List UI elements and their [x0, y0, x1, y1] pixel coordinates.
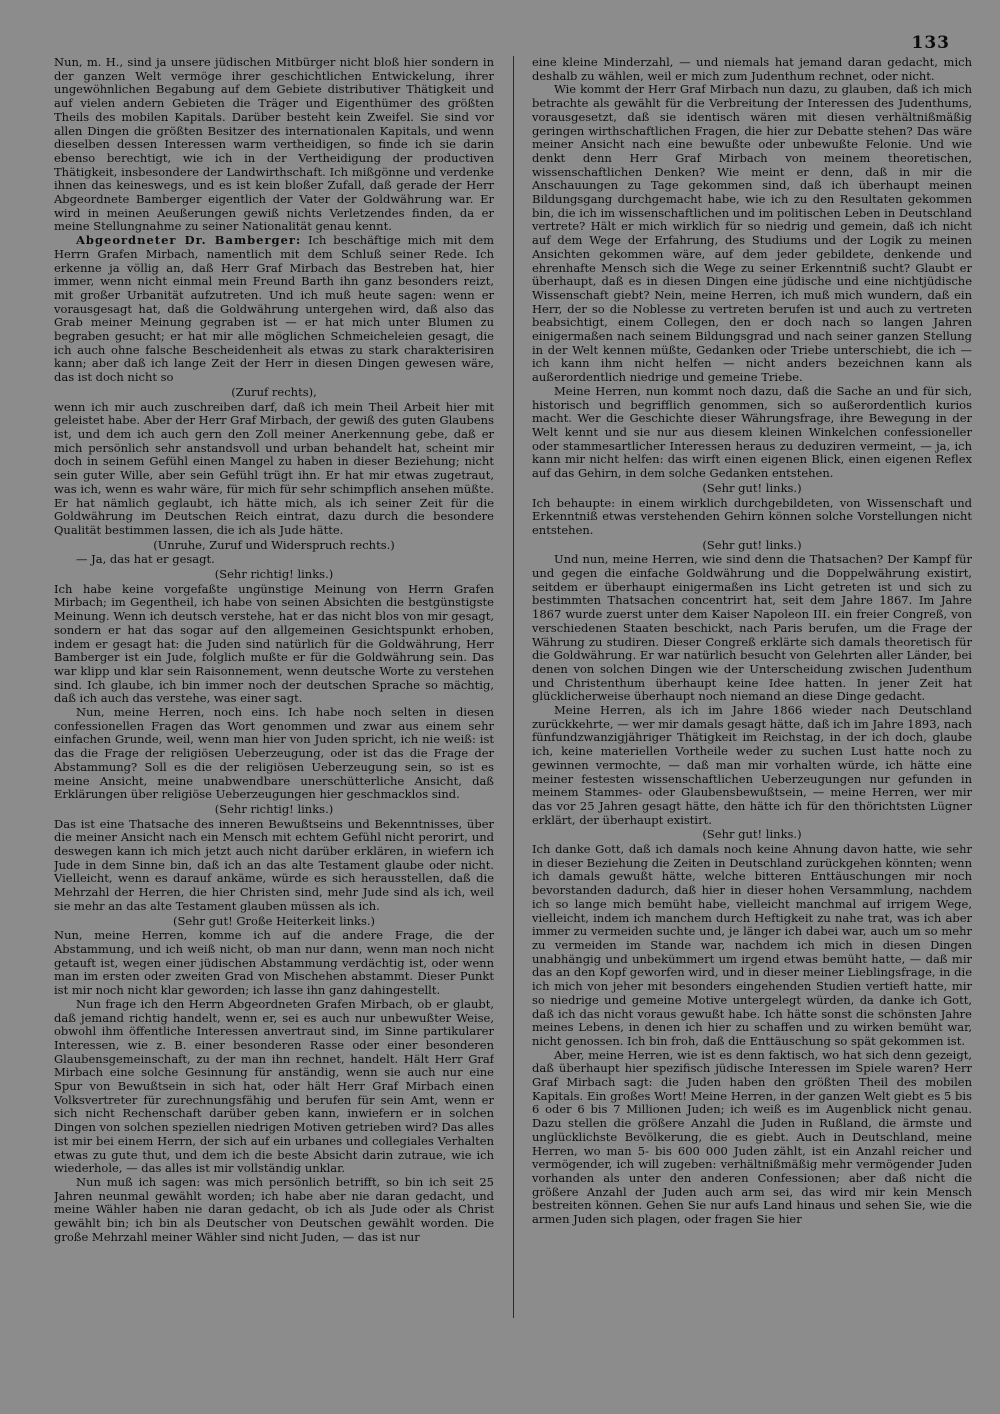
paragraph-text: Nun, m. H., sind ja unsere jüdischen Mitbürger nicht bloß hier sondern in der ganzen Welt vermöge ihrer geschichtlichen Entwickelung, ihrer ungewöhnlichen Begabung auf dem Gebiete distributiver Thätigkeit und auf vielen andern Gebieten die Träger und Eigenthümer des größten Theils des mobilen Kapitals. Darüber besteht kein Zweifel. Sie sind vor allen Dingen die größten Besitzer des internationalen Kapitals, und wenn dieselben dessen Interessen warm vertheidigen, so finde ich sie darin ebenso berechtigt, wie ich in der Vertheidigung der productiven Thätigkeit, insbesondere der Landwirthschaft. Ich mißgönne und verdenke ihnen das keineswegs, und es ist kein bloßer Zufall, daß gerade der Herr Abgeordnete Bamberger eigentlich der Vater der Goldwährung war. Er wird in meinen Aeußerungen gewiß nichts Verletzendes finden, da er meine Stellungnahme zu seiner Nationalität genau kennt.	[54, 56, 494, 234]
paragraph	[54, 929, 494, 998]
paragraph	[532, 704, 972, 827]
interjection	[54, 803, 494, 817]
interjection	[532, 828, 972, 842]
paragraph-text: Ich habe keine vorgefaßte ungünstige Meinung von Herrn Grafen Mirbach; im Gegentheil, ich habe von seinen Absichten die bestgünstigste Meinung. Wenn ich deutsch verstehe, hat er das nicht blos von mir gesagt, sondern er hat das sogar auf den allgemeinen Gesichtspunkt erhoben, indem er gesagt hat: die Juden sind natürlich für die Goldwährung, Herr Bamberger ist ein Jude, folglich mußte er für die Goldwährung sein. Das war klipp und klar sein Raisonnement, wenn deutsche Worte zu verstehen sind. Ich glaube, ich bin immer noch der deutschen Sprache so mächtig, daß ich auch das verstehe, was einer sagt.	[54, 581, 494, 706]
interjection	[54, 539, 494, 553]
paragraph-text: Meine Herren, nun kommt noch dazu, daß die Sache an und für sich, historisch und begrifflich genommen, sich so außerordentlich kurios macht. Wer die Geschichte dieser Währungsfrage, ihre Bewegung in der Welt kennt und sie nur aus diesem kleinen Winkelchen confessioneller oder stammesartlicher Interessen heraus zu deduziren vermeint, — ja, ich kann mir nicht helfen: das wirft einen eigenen Blick, einen eigenen Reflex auf das Gehirn, in dem solche Gedanken entstehen.	[532, 383, 972, 481]
paragraph-text: Aber, meine Herren, wie ist es denn faktisch, wo hat sich denn gezeigt, daß überhaupt hier spezifisch jüdische Interessen im Spiele waren? Herr Graf Mirbach sagt: die Juden haben den größten Theil des mobilen Kapitals. Ein großes Wort! Meine Herren, in der ganzen Welt giebt es 5 bis 6 oder 6 bis 7 Millionen Juden; ich weiß es im Augenblick nicht genau. Dazu stellen die größere Anzahl die Juden in Rußland, die ärmste und unglücklichste Bevölkerung, die es giebt. Auch in Deutschland, meine Herren, wo man 5- bis 600 000 Juden zählt, ist ein Anzahl reicher und vermögender, ich will zugeben: verhältnißmäßig mehr vermögender Juden vorhanden als unter den anderen Confessionen; aber daß nicht die größere Anzahl der Juden auch arm sei, das wird mir kein Mensch bestreiten können. Gehen Sie nur aufs Land hinaus und sehen Sie, wie die armen Juden sich plagen, oder fragen Sie hier	[532, 1047, 972, 1227]
paragraph-text: Nun frage ich den Herrn Abgeordneten Grafen Mirbach, ob er glaubt, daß jemand richtig handelt, wenn er, sei es auch nur unbewußter Weise, obwohl ihm öffentliche Interessen anvertraut sind, im Sinne partikularer Interessen, wie z. B. einer besonderen Rasse oder einer besonderen Glaubensgemeinschaft, zu der man ihn rechnet, handelt. Hält Herr Graf Mirbach eine solche Gesinnung für anständig, wenn sie auch nur eine Spur von Bewußtsein in sich hat, oder hält Herr Graf Mirbach einen Volksvertreter für zurechnungsfähig und berufen für sein Amt, wenn er sich nicht Rechenschaft darüber geben kann, inwiefern er in solchen Dingen von solchen speziellen niedrigen Motiven getrieben wird? Das alles ist mir bei einem Herrn, der sich auf ein urbanes und collegiales Verhalten etwas zu gute thut, und dem ich die beste Absicht darin zutraue, wie ich wiederhole, — das alles ist mir vollständig unklar.	[54, 996, 494, 1176]
paragraph	[532, 843, 972, 1049]
paragraph	[532, 385, 972, 481]
paragraph-text: (Sehr gut! Große Heiterkeit links.)	[172, 913, 376, 928]
paragraph-text: Meine Herren, als ich im Jahre 1866 wieder nach Deutschland zurückkehrte, — wer mir damals gesagt hätte, daß ich im Jahre 1893, nach fünfundzwanzigjähriger Thätigkeit im Reichstag, in der ich doch, glaube ich, keine materiellen Vortheile weder zu suchen Lust hatte noch zu gewinnen vermochte, — daß man mir vorhalten würde, ich hätte eine meiner festesten wissenschaftlichen Ueberzeugungen nur gefunden in meinem Stammes- oder Glaubensbewußtsein, — meine Herren, wer mir das vor 25 Jahren gesagt hätte, den hätte ich für den thörichtsten Lügner erklärt, der überhaupt existirt.	[532, 703, 972, 827]
page-number: 133	[911, 33, 950, 53]
paragraph	[532, 83, 972, 384]
interjection	[54, 568, 494, 582]
paragraph-text: Wie kommt der Herr Graf Mirbach nun dazu, zu glauben, daß ich mich betrachte als gewählt für die Verbreitung der Interessen des Judenthums, vorausgesetzt, daß sie identisch wären mit diesen verhältnißmäßig geringen wirthschaftlichen Fragen, die hier zur Debatte stehen? Das wäre meiner Ansicht nach eine bewußte oder unbewußte Felonie. Und wie denkt denn Herr Graf Mirbach von meinem theoretischen, wissenschaftlichen Denken? Wie meint er denn, daß in mir die Anschauungen zu Tage gekommen sind, daß ich überhaupt meinen Bildungsgang durchgemacht habe, wie ich zu den Resultaten gekommen bin, die ich im wissenschaftlichen und im politischen Leben in Deutschland vertrete? Hält er mich wirklich für so niedrig und gemein, daß ich nicht auf dem Wege der Erfahrung, des Studiums und der Logik zu meinen Ansichten gekommen wäre, auf dem jeder gebildete, denkende und ehrenhafte Mensch sich die Wege zu seiner Erkenntniß sucht? Glaubt er überhaupt, daß es in diesen Dingen eine jüdische und eine nichtjüdische Wissenschaft giebt? Nein, meine Herren, ich muß mich wundern, daß ein Herr, der so die Noblesse zu vertreten berufen ist und auch zu vertreten beabsichtigt, einem Collegen, den er doch nach so langen Jahren einigermaßen nach seinem Bildungsgrad und nach seiner ganzen Stellung in der Welt kennen müßte, Gedanken oder Triebe unterschiebt, die ich — ich kann ihm nicht helfen — nicht anders bezeichnen kann als außerordentlich niedrige und gemeine Triebe.	[532, 82, 972, 385]
paragraph	[532, 56, 972, 83]
paragraph	[54, 401, 494, 538]
paragraph	[54, 818, 494, 914]
paragraph-text: eine kleine Minderzahl, — und niemals hat jemand daran gedacht, mich deshalb zu wählen, weil er mich zum Judenthum rechnet, oder nicht.	[532, 56, 972, 83]
paragraph	[54, 583, 494, 706]
paragraph	[532, 553, 972, 704]
paragraph-text: Nun, meine Herren, komme ich auf die andere Frage, die der Abstammung, und ich weiß nicht, ob man nur dann, wenn man noch nicht getauft ist, wegen einer jüdischen Abstammung verdächtig ist, oder wenn man im ersten oder zweiten Grad von Mischehen abstammt. Dieser Punkt ist mir noch nicht klar geworden; ich lasse ihn ganz dahingestellt.	[54, 928, 494, 998]
paragraph	[532, 1049, 972, 1227]
paragraph-text: — Ja, das hat er gesagt.	[76, 552, 215, 567]
interjection	[54, 386, 494, 400]
paragraph	[54, 1176, 494, 1245]
column-divider	[513, 56, 514, 1318]
paragraph-text: Ich beschäftige mich mit dem Herrn Grafen Mirbach, namentlich mit dem Schluß seiner Rede. Ich erkenne ja völlig an, daß Herr Graf Mirbach das Bestreben hat, hier immer, wenn nicht einmal mein Freund Barth ihn ganz besonders reizt, mit großer Urbanität aufzutreten. Und ich muß heute sagen: wenn er vorausgesagt hat, daß die Goldwährung untergehen wird, daß also das Grab meiner Meinung gegraben ist — er hat mich unter Blumen zu begraben gesucht; er hat mir alle möglichen Schmeicheleien gesagt, die ich auch ohne falsche Bescheidenheit als etwas zu stark charakterisiren kann; aber daß ich lange Zeit der Herr in diesen Dingen gewesen wäre, das ist doch nicht so	[54, 233, 494, 385]
paragraph	[54, 553, 494, 567]
paragraph	[54, 998, 494, 1176]
paragraph-text: (Sehr richtig! links.)	[214, 567, 334, 582]
paragraph	[532, 497, 972, 538]
paragraph-text: Nun muß ich sagen: was mich persönlich betrifft, so bin ich seit 25 Jahren neunmal gewählt worden; ich habe aber nie daran gedacht, und meine Wähler haben nie daran gedacht, ob ich als Jude oder als Christ gewählt bin; ich bin als Deutscher von Deutschen gewählt worden. Die große Mehrzahl meiner Wähler sind nicht Juden, — das ist nur	[54, 1174, 494, 1244]
paragraph-text: (Sehr gut! links.)	[702, 537, 802, 552]
paragraph-text: Ich behaupte: in einem wirklich durchgebildeten, von Wissenschaft und Erkenntniß etwas verstehenden Gehirn können solche Vorstellungen nicht entstehen.	[532, 495, 972, 537]
paragraph-text: (Sehr gut! links.)	[702, 480, 802, 495]
right-column	[532, 56, 972, 1318]
speaker-name: Abgeordneter Dr. Bamberger:	[76, 233, 302, 248]
paragraph-text: Ich danke Gott, daß ich damals noch keine Ahnung davon hatte, wie sehr in dieser Beziehung die Zeiten in Deutschland zurückgehen könnten; wenn ich damals gewußt hätte, welche bitteren Enttäuschungen mir noch bevorstanden dadurch, daß hier in dieser hohen Versammlung, nachdem ich so lange mich bemüht habe, vielleicht manchmal auf irrigem Wege, vielleicht, indem ich manchem durch Heftigkeit zu nahe trat, was ich aber immer zu vermeiden suchte und, je länger ich dabei war, auch um so mehr zu vermeiden im Stande war, nachdem ich mich in diesen Dingen unabhängig und unbekümmert um irgend etwas bemüht hatte, — daß mir das an den Kopf geworfen wird, und in dieser meiner Lieblingsfrage, in die ich mich von jeher mit besonders eingehenden Studien vertieft hatte, mir so niedrige und gemeine Motive untergelegt würden, da danke ich Gott, daß ich das nicht voraus gewußt habe. Ich hätte sonst die schönsten Jahre meines Lebens, in denen ich hier zu schaffen und zu wirken bemüht war, nicht genossen. Ich bin froh, daß die Enttäuschung so spät gekommen ist.	[532, 842, 972, 1048]
paragraph	[54, 56, 494, 234]
interjection	[532, 539, 972, 553]
text-columns	[54, 56, 972, 1318]
paragraph-text: Das ist eine Thatsache des inneren Bewußtseins und Bekenntnisses, über die meiner Ansicht nach ein Mensch mit echtem Gefühl nicht perorirt, und deswegen kann ich mich jetzt auch nicht darüber erklären, in wiefern ich Jude in dem Sinne bin, daß ich an das alte Testament glaube oder nicht. Vielleicht, wenn es darauf ankäme, würde es sich herausstellen, daß die Mehrzahl der Herren, die hier Christen sind, mehr Jude sind als ich, weil sie mehr an das alte Testament glauben müssen als ich.	[54, 816, 494, 913]
interjection	[532, 482, 972, 496]
paragraph-text: Nun, meine Herren, noch eins. Ich habe noch selten in diesen confessionellen Fragen das Wort genommen und zwar aus einem sehr einfachen Grunde, weil, wenn man hier von Juden spricht, ich nie weiß: ist das die Frage der religiösen Ueberzeugung, oder ist das die Frage der Abstammung? Soll es die der religiösen Ueberzeugung sein, so ist es meine Ansicht, meine unabwendbare unerschütterliche Ansicht, daß Erklärungen über religiöse Ueberzeugungen hier geschmacklos sind.	[54, 705, 494, 802]
paragraph-text: (Unruhe, Zuruf und Widerspruch rechts.)	[153, 537, 395, 552]
paragraph	[54, 234, 494, 385]
paragraph-text: wenn ich mir auch zuschreiben darf, daß ich mein Theil Arbeit hier mit geleistet habe. Aber der Herr Graf Mirbach, der gewiß des guten Glaubens ist, und dem ich auch gern den Zoll meiner Anerkennung gebe, daß er mich persönlich sehr anstandsvoll und urban behandelt hat, scheint mir doch in seinem Gefühl einen Mangel zu haben in dieser Beziehung; nicht sein guter Wille, aber sein Gefühl trügt ihn. Er hat mir etwas zugetraut, was ich, wenn es wahr wäre, für mich für sehr schimpflich ansehen müßte. Er hat nämlich geglaubt, ich hätte mich, als ich seiner Zeit für die Goldwährung im Deutschen Reich eintrat, dazu durch die besondere Qualität bestimmen lassen, die ich als Jude hätte.	[54, 399, 494, 537]
paragraph-text: (Zuruf rechts),	[231, 384, 317, 399]
paragraph-text: (Sehr gut! links.)	[702, 827, 802, 842]
interjection	[54, 915, 494, 929]
paragraph-text: (Sehr richtig! links.)	[214, 801, 334, 816]
paragraph	[54, 706, 494, 802]
left-column	[54, 56, 494, 1318]
paragraph-text: Und nun, meine Herren, wie sind denn die Thatsachen? Der Kampf für und gegen die einfache Goldwährung und die Doppelwährung existirt, seitdem er überhaupt einigermaßen ins Licht getreten ist und sich zu bestimmten Thatsachen concentrirt hat, seit dem Jahre 1867. Im Jahre 1867 wurde zuerst unter dem Kaiser Napoleon III. ein freier Congreß, von verschiedenen Staaten beschickt, nach Paris berufen, um die Frage der Währung zu studiren. Dieser Congreß erklärte sich damals theoretisch für die Goldwährung. Er war natürlich besucht von Gelehrten aller Länder, bei denen von solchen Dingen wie der Unterscheidung zwischen Judenthum und Christenthum überhaupt keine Idee hatten. In jener Zeit hat glücklicherweise überhaupt noch niemand an diese Dinge gedacht.	[532, 552, 972, 704]
